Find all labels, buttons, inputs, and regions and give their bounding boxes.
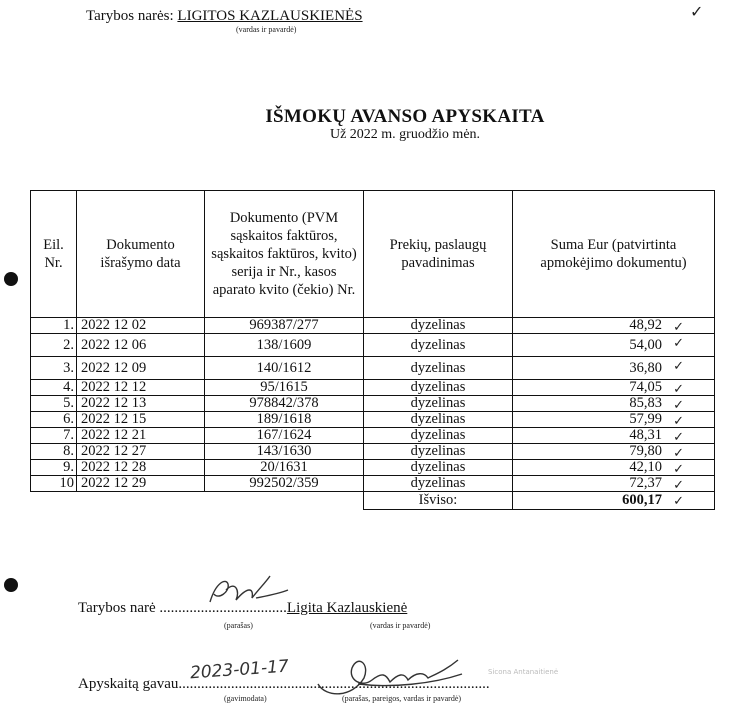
header-document: Dokumento (PVM sąskaitos faktūros, sąskaitos faktūros, kvito) serija ir Nr., kasos aparato kvito (čekio) Nr. <box>205 191 364 318</box>
row-date: 2022 12 02 <box>77 318 205 334</box>
checkmark-icon: ✓ <box>673 462 684 477</box>
table-header-row <box>31 191 715 318</box>
header-item: Prekių, paslaugų pavadinimas <box>364 191 513 318</box>
row-sum-text: 54,00 <box>629 336 662 353</box>
row-date: 2022 12 12 <box>77 380 205 396</box>
table-row <box>31 396 715 412</box>
checkmark-icon: ✓ <box>673 478 684 493</box>
row-date: 2022 12 21 <box>77 428 205 444</box>
name-caption: (vardas ir pavardė) <box>236 25 297 34</box>
row-item-name: dyzelinas <box>364 357 513 380</box>
table-row <box>31 380 715 396</box>
document-title: IŠMOKŲ AVANSO APYSKAITA <box>265 106 545 127</box>
row-item-name: dyzelinas <box>364 444 513 460</box>
row-sum-text: 74,05 <box>629 379 662 395</box>
signature2-dots: ................................................................................... <box>178 676 490 692</box>
checkmark-icon: ✓ <box>673 398 684 413</box>
signature1-name-caption: (vardas ir pavardė) <box>370 621 431 630</box>
row-document-number: 969387/277 <box>205 318 364 334</box>
row-date: 2022 12 13 <box>77 396 205 412</box>
table-row <box>31 460 715 476</box>
checkmark-icon: ✓ <box>673 414 684 429</box>
row-item-name: dyzelinas <box>364 334 513 357</box>
table-row <box>31 334 715 357</box>
row-sum-text: 72,37 <box>629 475 662 491</box>
row-number: 9. <box>31 460 77 476</box>
row-item-name: dyzelinas <box>364 396 513 412</box>
total-value <box>513 492 715 510</box>
row-number: 1. <box>31 318 77 334</box>
row-sum <box>513 334 715 357</box>
row-sum <box>513 428 715 444</box>
row-sum <box>513 460 715 476</box>
row-number: 2. <box>31 334 77 357</box>
row-date: 2022 12 06 <box>77 334 205 357</box>
signature1-label: Tarybos narė <box>78 600 156 616</box>
row-document-number: 138/1609 <box>205 334 364 357</box>
row-number: 4. <box>31 380 77 396</box>
punch-hole-icon <box>4 272 18 286</box>
row-sum <box>513 476 715 492</box>
row-number: 7. <box>31 428 77 444</box>
row-sum-text: 85,83 <box>629 395 662 411</box>
row-item-name: dyzelinas <box>364 318 513 334</box>
table-row <box>31 476 715 492</box>
row-document-number: 140/1612 <box>205 357 364 380</box>
row-date: 2022 12 15 <box>77 412 205 428</box>
row-date: 2022 12 29 <box>77 476 205 492</box>
row-document-number: 143/1630 <box>205 444 364 460</box>
total-value-text: 600,17 <box>622 492 662 508</box>
top-checkmark-icon: ✓ <box>690 2 704 21</box>
total-row <box>31 492 715 510</box>
signature1-dots: .................................. <box>159 600 287 616</box>
stamp-name: Sicona Antanaitienė <box>488 668 559 676</box>
checkmark-icon: ✓ <box>673 336 684 351</box>
council-member-line <box>86 8 363 25</box>
signature2-label: Apyskaitą gavau <box>78 676 179 692</box>
row-sum <box>513 412 715 428</box>
row-number: 10 <box>31 476 77 492</box>
table-row <box>31 357 715 380</box>
table-row <box>31 444 715 460</box>
row-document-number: 189/1618 <box>205 412 364 428</box>
row-sum <box>513 380 715 396</box>
table-row <box>31 318 715 334</box>
row-sum <box>513 357 715 380</box>
total-label: Išviso: <box>364 492 513 510</box>
row-document-number: 20/1631 <box>205 460 364 476</box>
checkmark-icon: ✓ <box>673 320 684 335</box>
row-sum-text: 79,80 <box>629 443 662 459</box>
signature1-caption: (parašas) <box>224 621 253 630</box>
row-document-number: 167/1624 <box>205 428 364 444</box>
header-nr: Eil. Nr. <box>31 191 77 318</box>
checkmark-icon: ✓ <box>673 494 684 509</box>
row-item-name: dyzelinas <box>364 380 513 396</box>
header-sum: Suma Eur (patvirtinta apmokėjimo dokumentu) <box>513 191 715 318</box>
row-sum-text: 48,31 <box>629 427 662 443</box>
row-sum-text: 48,92 <box>629 317 662 333</box>
council-member-label: Tarybos narės: <box>86 8 174 24</box>
row-sum-text: 42,10 <box>629 459 662 475</box>
row-date: 2022 12 28 <box>77 460 205 476</box>
row-number: 3. <box>31 357 77 380</box>
row-sum <box>513 396 715 412</box>
row-document-number: 978842/378 <box>205 396 364 412</box>
checkmark-icon: ✓ <box>673 430 684 445</box>
row-document-number: 992502/359 <box>205 476 364 492</box>
handwritten-signature-1 <box>196 572 296 612</box>
table-row <box>31 428 715 444</box>
checkmark-icon: ✓ <box>673 446 684 461</box>
checkmark-icon: ✓ <box>673 382 684 397</box>
table-row <box>31 412 715 428</box>
row-date: 2022 12 27 <box>77 444 205 460</box>
council-member-name: LIGITOS KAZLAUSKIENĖS <box>177 8 363 24</box>
signature2-date-caption: (gavimodata) <box>224 694 267 703</box>
row-item-name: dyzelinas <box>364 476 513 492</box>
row-sum-text: 57,99 <box>629 411 662 427</box>
row-sum-text: 36,80 <box>629 359 662 376</box>
row-sum <box>513 444 715 460</box>
handwritten-date: 2023-01-17 <box>189 656 290 684</box>
row-item-name: dyzelinas <box>364 428 513 444</box>
signature2-caption: (parašas, pareigos, vardas ir pavardė) <box>342 694 462 703</box>
signature1-name: Ligita Kazlauskienė <box>286 600 408 616</box>
row-document-number: 95/1615 <box>205 380 364 396</box>
advance-report-table <box>30 190 715 510</box>
row-number: 8. <box>31 444 77 460</box>
row-sum <box>513 318 715 334</box>
row-date: 2022 12 09 <box>77 357 205 380</box>
row-number: 6. <box>31 412 77 428</box>
row-item-name: dyzelinas <box>364 412 513 428</box>
row-number: 5. <box>31 396 77 412</box>
header-date: Dokumento išrašymo data <box>77 191 205 318</box>
row-item-name: dyzelinas <box>364 460 513 476</box>
checkmark-icon: ✓ <box>673 359 684 374</box>
punch-hole-icon <box>4 578 18 592</box>
document-subtitle: Už 2022 m. gruodžio mėn. <box>329 127 481 142</box>
